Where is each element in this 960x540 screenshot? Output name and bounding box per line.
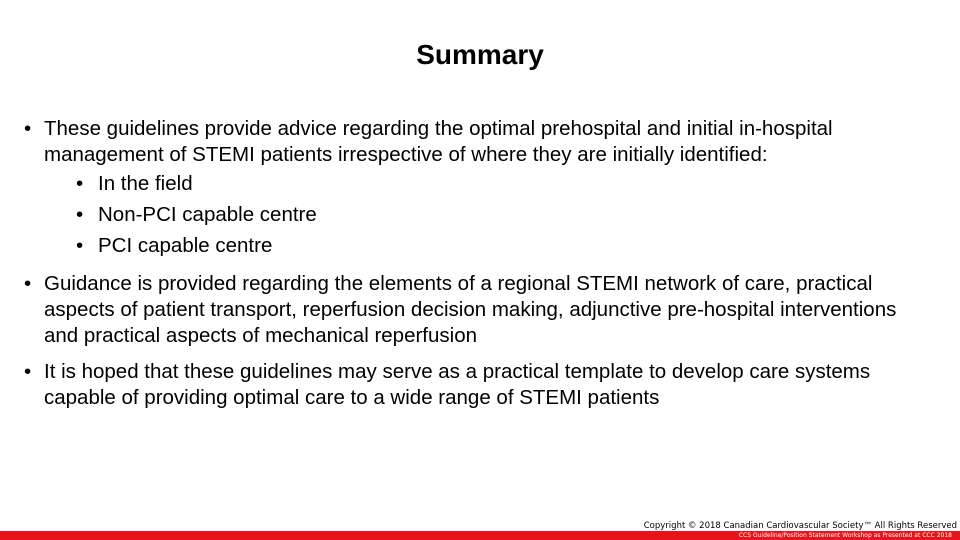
bullet-dot: • [24, 117, 32, 140]
bullet-dot: • [24, 272, 32, 295]
bullet-text: Guidance is provided regarding the elements of a regional STEMI network of care, practical aspects of patient transport, reperfusion decision making, adjunctive pre-hospital interventions and practical aspects of mechanical reperfusion [44, 272, 897, 347]
footer-note: CCS Guideline/Position Statement Workshop as Presented at CCC 2018 [738, 532, 952, 539]
sub-bullet-item [64, 199, 924, 230]
bullet-item [24, 116, 924, 261]
sub-bullet-list [44, 168, 924, 261]
bullet-list [24, 116, 924, 421]
bullet-text: These guidelines provide advice regarding the optimal prehospital and initial in-hospital management of STEMI patients irrespective of where they are initially identified: [44, 117, 833, 166]
footer-copyright: Copyright © 2018 Canadian Cardiovascular Society™ All Rights Reserved [643, 521, 957, 531]
sub-bullet-text: Non-PCI capable centre [98, 203, 317, 226]
sub-bullet-text: PCI capable centre [98, 234, 273, 257]
sub-bullet-text: In the field [98, 172, 193, 195]
bullet-dot: • [76, 172, 84, 195]
bullet-dot: • [24, 360, 32, 383]
sub-bullet-item [64, 230, 924, 261]
sub-bullet-item [64, 168, 924, 199]
slide-title: Summary [416, 39, 544, 70]
bullet-dot: • [76, 203, 84, 226]
bullet-dot: • [76, 234, 84, 257]
bullet-item [24, 271, 924, 349]
bullet-text: It is hoped that these guidelines may serve as a practical template to develop care systems capable of providing optimal care to a wide range of STEMI patients [44, 360, 871, 409]
bullet-item [24, 359, 924, 411]
